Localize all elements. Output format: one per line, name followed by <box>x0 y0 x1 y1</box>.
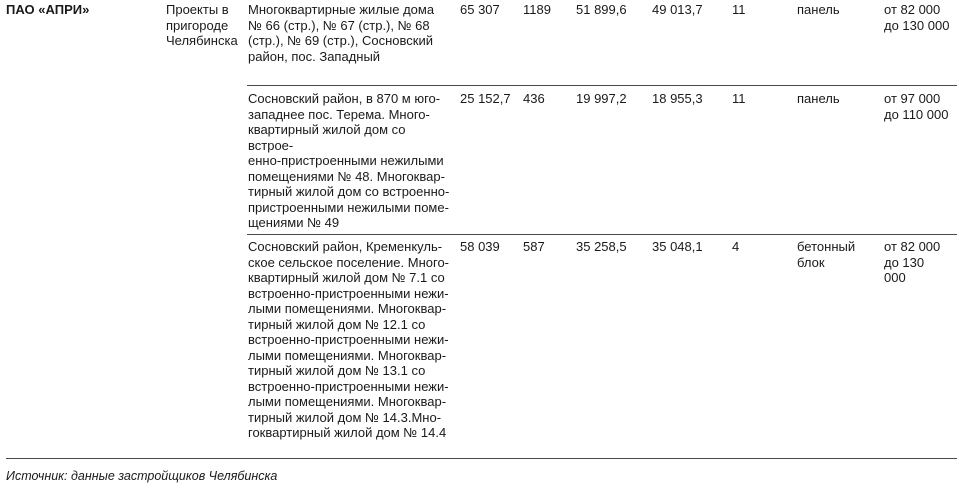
row-address: Многоквартирные жилые дома № 66 (стр.), № 67 (стр.), № 68 (стр.), № 69 (стр.), Сосновский район, пос. Западный <box>248 2 435 64</box>
row-divider <box>247 234 957 235</box>
row-value-3: 19 997,2 <box>576 91 627 106</box>
row-address: Сосновский район, Кременкуль- ское сельское поселение. Много- квартирный жилой дом № 7.1 со встроенно-пристроенными нежи- лыми помещениями. Многоквар- тирный жилой дом № 12.1 со встроенно-пристроенными нежи- лыми помещениями. Многоквар- тирный жилой дом № 13.1 со встроенно-пристроенными нежи- лыми помещениями. Многоквар- тирный жилой дом № 14.3.Мно- гоквартирный жилой дом № 14.4 <box>248 239 449 440</box>
row-price: от 82 000 до 130 000 <box>884 239 941 285</box>
footer-divider <box>6 458 957 459</box>
row-value-1: 25 152,7 <box>460 91 511 106</box>
row-value-4: 49 013,7 <box>652 2 703 17</box>
row-value-2: 436 <box>523 91 545 106</box>
row-value-5: 11 <box>732 91 746 106</box>
row-price: от 82 000 до 130 000 <box>884 2 950 33</box>
row-material: бетонный блок <box>797 239 856 270</box>
row-value-5: 11 <box>732 2 746 17</box>
row-price: от 97 000 до 110 000 <box>884 91 949 122</box>
source-note: Источник: данные застройщиков Челябинска <box>6 469 278 483</box>
row-value-2: 1189 <box>523 2 551 17</box>
project-description: Проекты в пригороде Челябинска <box>166 2 238 48</box>
row-value-5: 4 <box>732 239 740 254</box>
row-value-2: 587 <box>523 239 545 254</box>
row-material: панель <box>797 91 840 106</box>
company-name: ПАО «АПРИ» <box>6 2 90 17</box>
row-divider <box>247 85 957 86</box>
row-value-3: 35 258,5 <box>576 239 627 254</box>
row-value-4: 35 048,1 <box>652 239 703 254</box>
row-material: панель <box>797 2 840 17</box>
row-value-4: 18 955,3 <box>652 91 703 106</box>
row-value-1: 65 307 <box>460 2 500 17</box>
row-value-1: 58 039 <box>460 239 500 254</box>
row-address: Сосновский район, в 870 м юго- западнее пос. Терема. Много- квартирный жилой дом со встрое- енно-пристроенными нежилыми помещениями № 48. Многоквар- тирный жилой дом со встроенно- пристроенными нежилыми поме- щениями № 49 <box>248 91 450 230</box>
row-value-3: 51 899,6 <box>576 2 627 17</box>
